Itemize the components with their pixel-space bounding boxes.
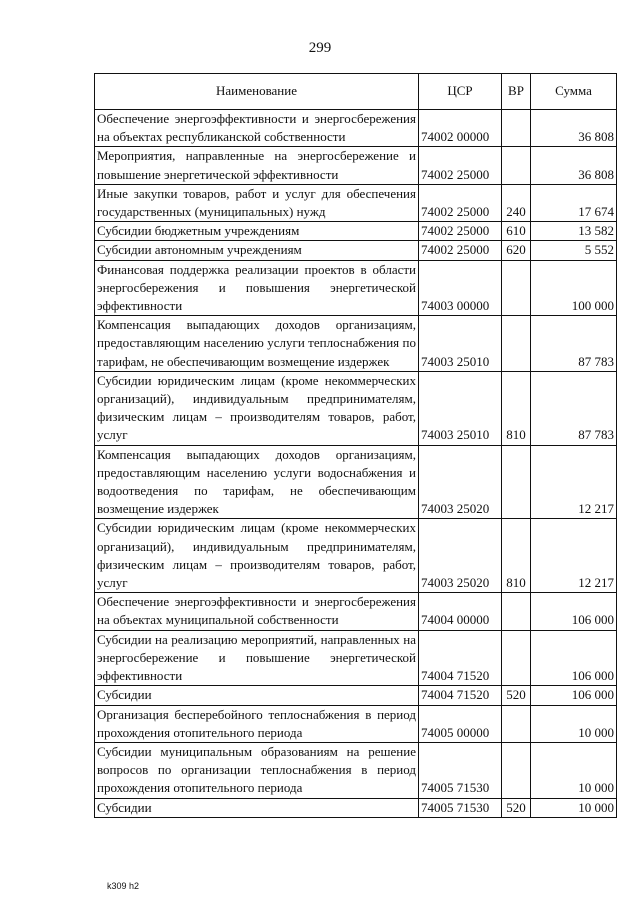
row-sum: 10 000	[531, 798, 617, 817]
row-vr: 520	[502, 686, 531, 705]
table-row	[95, 184, 617, 221]
table-row	[95, 222, 617, 241]
table-row	[95, 593, 617, 630]
row-name: Субсидии	[95, 686, 419, 705]
table-row	[95, 110, 617, 147]
row-vr	[502, 742, 531, 798]
table-row	[95, 371, 617, 445]
row-name: Субсидии автономным учреждениям	[95, 241, 419, 260]
row-vr	[502, 147, 531, 184]
row-vr	[502, 316, 531, 372]
row-sum: 106 000	[531, 593, 617, 630]
row-csr: 74003 25020	[419, 519, 502, 593]
row-sum: 36 808	[531, 110, 617, 147]
row-vr: 240	[502, 184, 531, 221]
row-csr: 74004 71520	[419, 686, 502, 705]
row-name: Иные закупки товаров, работ и услуг для обеспечения государственных (муниципальных) нужд	[95, 184, 419, 221]
row-vr: 610	[502, 222, 531, 241]
row-csr: 74004 00000	[419, 593, 502, 630]
row-csr: 74005 71530	[419, 742, 502, 798]
row-csr: 74003 25010	[419, 371, 502, 445]
row-sum: 5 552	[531, 241, 617, 260]
table-row	[95, 241, 617, 260]
header-vr: ВР	[502, 74, 531, 110]
row-vr	[502, 593, 531, 630]
row-name: Субсидии бюджетным учреждениям	[95, 222, 419, 241]
table-row	[95, 519, 617, 593]
row-name: Компенсация выпадающих доходов организациям, предоставляющим населению услуги теплоснабжения по тарифам, не обеспечивающим возмещение издержек	[95, 316, 419, 372]
row-name: Компенсация выпадающих доходов организациям, предоставляющим населению услуги водоснабжения и водоотведения по тарифам, не обеспечивающим возмещение издержек	[95, 445, 419, 519]
row-sum: 106 000	[531, 630, 617, 686]
row-vr: 520	[502, 798, 531, 817]
row-sum: 106 000	[531, 686, 617, 705]
table-header-row	[95, 74, 617, 110]
row-vr	[502, 110, 531, 147]
row-name: Организация бесперебойного теплоснабжения в период прохождения отопительного периода	[95, 705, 419, 742]
row-vr: 620	[502, 241, 531, 260]
row-csr: 74003 00000	[419, 260, 502, 316]
row-vr: 810	[502, 519, 531, 593]
table-row	[95, 742, 617, 798]
row-csr: 74003 25010	[419, 316, 502, 372]
row-sum: 10 000	[531, 705, 617, 742]
row-name: Субсидии на реализацию мероприятий, направленных на энергосбережение и повышение энергетической эффективности	[95, 630, 419, 686]
row-vr	[502, 260, 531, 316]
row-csr: 74002 25000	[419, 222, 502, 241]
row-sum: 100 000	[531, 260, 617, 316]
row-name: Обеспечение энергоэффективности и энергосбережения на объектах республиканской собственности	[95, 110, 419, 147]
table-row	[95, 147, 617, 184]
row-csr: 74004 71520	[419, 630, 502, 686]
table-row	[95, 630, 617, 686]
row-csr: 74003 25020	[419, 445, 502, 519]
table-row	[95, 686, 617, 705]
header-name: Наименование	[95, 74, 419, 110]
table-row	[95, 445, 617, 519]
footer-code: k309 h2	[107, 881, 140, 891]
table-row	[95, 260, 617, 316]
row-csr: 74002 00000	[419, 110, 502, 147]
row-sum: 13 582	[531, 222, 617, 241]
table-row	[95, 705, 617, 742]
row-vr	[502, 630, 531, 686]
row-sum: 12 217	[531, 445, 617, 519]
row-sum: 87 783	[531, 316, 617, 372]
header-csr: ЦСР	[419, 74, 502, 110]
row-sum: 36 808	[531, 147, 617, 184]
row-sum: 87 783	[531, 371, 617, 445]
row-name: Финансовая поддержка реализации проектов в области энергосбережения и повышения энергетической эффективности	[95, 260, 419, 316]
table-row	[95, 316, 617, 372]
budget-table	[94, 73, 617, 818]
row-csr: 74002 25000	[419, 241, 502, 260]
row-name: Субсидии муниципальным образованиям на решение вопросов по организации теплоснабжения в период прохождения отопительного периода	[95, 742, 419, 798]
row-csr: 74005 71530	[419, 798, 502, 817]
row-csr: 74002 25000	[419, 147, 502, 184]
page-number: 299	[308, 40, 332, 56]
row-name: Субсидии	[95, 798, 419, 817]
row-sum: 17 674	[531, 184, 617, 221]
header-sum: Сумма	[531, 74, 617, 110]
row-vr	[502, 705, 531, 742]
row-name: Мероприятия, направленные на энергосбережение и повышение энергетической эффективности	[95, 147, 419, 184]
row-csr: 74002 25000	[419, 184, 502, 221]
row-vr: 810	[502, 371, 531, 445]
row-csr: 74005 00000	[419, 705, 502, 742]
table-row	[95, 798, 617, 817]
row-sum: 12 217	[531, 519, 617, 593]
row-name: Субсидии юридическим лицам (кроме некоммерческих организаций), индивидуальным предпринимателям, физическим лицам – производителям товаров, работ, услуг	[95, 519, 419, 593]
row-name: Субсидии юридическим лицам (кроме некоммерческих организаций), индивидуальным предпринимателям, физическим лицам – производителям товаров, работ, услуг	[95, 371, 419, 445]
row-vr	[502, 445, 531, 519]
row-sum: 10 000	[531, 742, 617, 798]
row-name: Обеспечение энергоэффективности и энергосбережения на объектах муниципальной собственности	[95, 593, 419, 630]
